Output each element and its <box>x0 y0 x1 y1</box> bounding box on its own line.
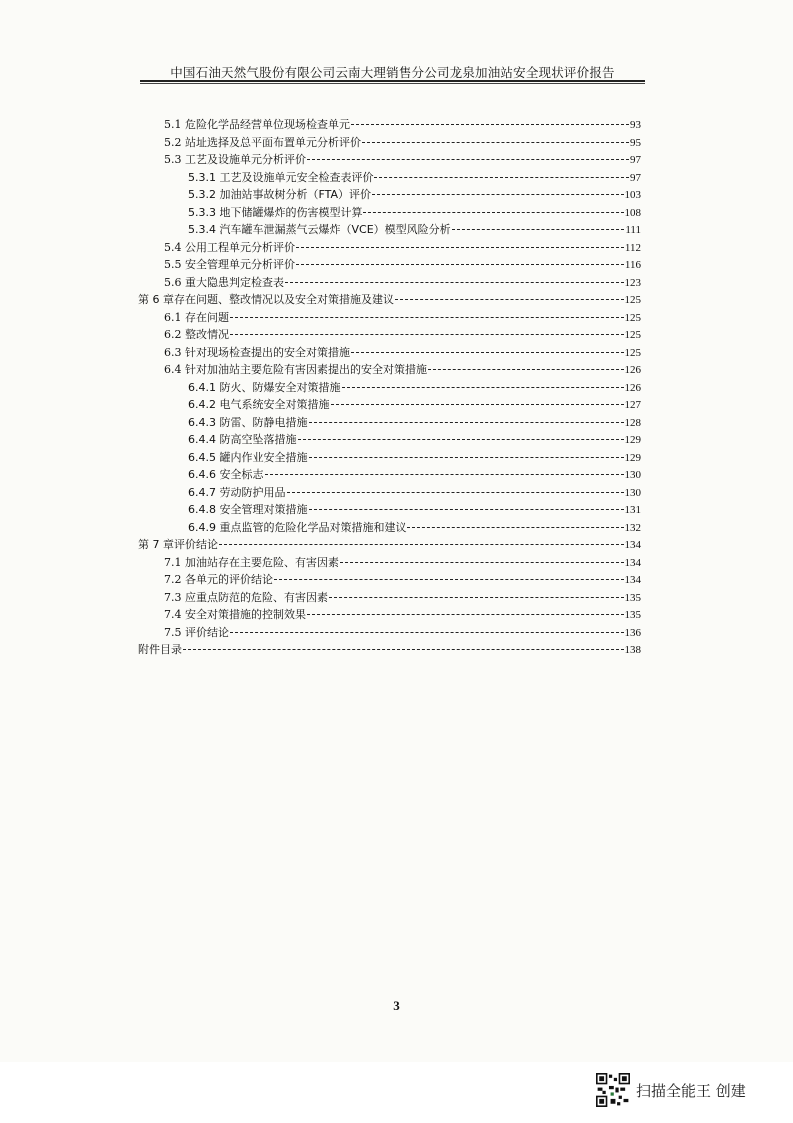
toc-entry-title: 第 7 章评价结论 <box>138 538 218 551</box>
toc-entry-page: 129 <box>624 451 641 464</box>
toc-leader-dots <box>298 439 624 440</box>
toc-entry-page: 135 <box>624 609 641 621</box>
toc-entry[interactable] <box>164 589 641 606</box>
toc-entry-title: 5.3.1 工艺及设施单元安全检查表评价 <box>188 170 374 184</box>
page-header: 中国石油天然气股份有限公司云南大理销售分公司龙泉加油站安全现状评价报告 <box>170 65 615 80</box>
toc-entry-title: 7.2 各单元的评价结论 <box>164 573 273 586</box>
toc-leader-dots <box>183 649 624 650</box>
page-number: 3 <box>393 998 400 1013</box>
toc-leader-dots <box>265 474 624 475</box>
toc-entry-page: 111 <box>625 224 641 236</box>
toc-leader-dots <box>230 334 624 335</box>
toc-entry-title: 5.3.2 加油站事故树分析（FTA）评价 <box>188 188 372 201</box>
toc-leader-dots <box>329 597 624 598</box>
toc-entry-title: 6.4.7 劳动防护用品 <box>188 485 286 499</box>
toc-entry-title: 6.4.6 安全标志 <box>188 468 264 481</box>
toc-entry[interactable] <box>188 221 641 238</box>
toc-entry[interactable] <box>188 501 641 518</box>
toc-leader-dots <box>309 509 624 510</box>
toc-entry[interactable] <box>188 519 641 536</box>
toc-entry-page: 103 <box>624 189 641 201</box>
toc-entry-page: 125 <box>624 329 641 341</box>
toc-entry-page: 130 <box>624 469 641 481</box>
toc-leader-dots <box>395 299 624 300</box>
toc-leader-dots <box>296 247 624 248</box>
toc-entry-page: 136 <box>624 626 641 639</box>
toc-leader-dots <box>230 632 624 633</box>
toc-entry-title: 附件目录 <box>138 643 182 656</box>
toc-entry-page: 125 <box>624 346 641 359</box>
toc-entry-title: 6.1 存在问题 <box>164 310 229 324</box>
toc-entry-title: 6.4.3 防雷、防静电措施 <box>188 415 308 429</box>
toc-entry-title: 6.4.4 防高空坠落措施 <box>188 433 297 446</box>
toc-entry[interactable] <box>188 431 641 448</box>
toc-entry[interactable] <box>188 414 641 431</box>
toc-entry[interactable] <box>188 466 641 483</box>
toc-leader-dots <box>307 159 629 160</box>
toc-entry-title: 6.2 整改情况 <box>164 328 229 341</box>
header-rule-secondary <box>140 83 645 84</box>
toc-entry-title: 7.4 安全对策措施的控制效果 <box>164 608 306 621</box>
toc-entry-title: 5.5 安全管理单元分析评价 <box>164 258 295 271</box>
toc-entry-title: 7.3 应重点防范的危险、有害因素 <box>164 590 328 604</box>
toc-leader-dots <box>285 282 624 283</box>
toc-leader-dots <box>274 579 624 580</box>
toc-leader-dots <box>428 369 624 370</box>
qr-code-icon <box>596 1073 630 1107</box>
toc-entry-title: 6.4 针对加油站主要危险有害因素提出的安全对策措施 <box>164 363 427 376</box>
toc-entry-page: 134 <box>624 556 641 569</box>
toc-leader-dots <box>372 194 623 195</box>
toc-entry[interactable] <box>164 624 641 641</box>
toc-leader-dots <box>407 527 623 528</box>
toc-entry-title: 5.4 公用工程单元分析评价 <box>164 240 295 254</box>
toc-leader-dots <box>363 212 623 213</box>
toc-entry-page: 116 <box>624 259 641 271</box>
toc-leader-dots <box>287 492 624 493</box>
toc-entry-title: 6.3 针对现场检查提出的安全对策措施 <box>164 345 350 359</box>
toc-entry-page: 127 <box>624 399 641 411</box>
toc-entry-title: 5.1 危险化学品经营单位现场检查单元 <box>164 118 350 131</box>
toc-leader-dots <box>296 264 624 265</box>
toc-entry-title: 5.6 重大隐患判定检查表 <box>164 275 284 289</box>
toc-entry-title: 7.5 评价结论 <box>164 625 229 639</box>
toc-leader-dots <box>362 142 629 143</box>
toc-entry-page: 128 <box>624 416 641 429</box>
toc-leader-dots <box>452 229 625 230</box>
toc-entry[interactable] <box>164 344 641 361</box>
toc-entry[interactable] <box>188 379 641 396</box>
toc-entry[interactable] <box>164 256 641 273</box>
toc-entry[interactable] <box>188 484 641 501</box>
header-rule <box>140 80 645 82</box>
toc-leader-dots <box>351 352 624 353</box>
toc-entry[interactable] <box>188 396 641 413</box>
toc-entry[interactable] <box>164 554 641 571</box>
toc-entry[interactable] <box>164 134 641 151</box>
toc-entry-page: 134 <box>624 539 641 551</box>
toc-entry-page: 130 <box>624 486 641 499</box>
toc-entry[interactable] <box>188 449 641 466</box>
toc-entry[interactable] <box>164 239 641 256</box>
toc-entry-page: 138 <box>624 644 641 656</box>
toc-leader-dots <box>309 457 624 458</box>
toc-entry-page: 97 <box>630 154 641 166</box>
toc-leader-dots <box>219 544 624 545</box>
toc-leader-dots <box>374 177 629 178</box>
toc-entry[interactable] <box>164 606 641 623</box>
toc-entry-page: 135 <box>624 591 641 604</box>
toc-entry-page: 125 <box>624 294 641 306</box>
toc-entry-title: 5.2 站址选择及总平面布置单元分析评价 <box>164 135 361 149</box>
toc-leader-dots <box>342 387 624 388</box>
toc-entry-page: 131 <box>624 504 641 516</box>
toc-entry-page: 97 <box>630 171 641 184</box>
toc-entry-title: 7.1 加油站存在主要危险、有害因素 <box>164 555 339 569</box>
toc-entry[interactable] <box>138 641 641 658</box>
toc-entry[interactable] <box>188 204 641 221</box>
scanner-watermark <box>596 1072 746 1108</box>
toc-entry-page: 108 <box>624 206 641 219</box>
toc-entry[interactable] <box>188 186 641 203</box>
toc-entry[interactable] <box>138 536 641 553</box>
toc-entry-title: 6.4.8 安全管理对策措施 <box>188 503 308 516</box>
toc-leader-dots <box>351 124 629 125</box>
toc-leader-dots <box>309 422 624 423</box>
toc-entry[interactable] <box>164 571 641 588</box>
toc-entry[interactable] <box>164 309 641 326</box>
toc-leader-dots <box>331 404 624 405</box>
toc-entry-title: 5.3 工艺及设施单元分析评价 <box>164 153 306 166</box>
toc-leader-dots <box>340 562 624 563</box>
toc-entry[interactable] <box>164 361 641 378</box>
toc-entry-page: 125 <box>624 311 641 324</box>
toc-entry-title: 6.4.2 电气系统安全对策措施 <box>188 398 330 411</box>
watermark-text: 扫描全能王 创建 <box>636 1081 746 1100</box>
toc-entry-page: 132 <box>624 521 641 534</box>
toc-entry[interactable] <box>188 169 641 186</box>
toc-entry[interactable] <box>138 291 641 308</box>
toc-entry-title: 6.4.9 重点监管的危险化学品对策措施和建议 <box>188 520 407 534</box>
toc-entry[interactable] <box>164 326 641 343</box>
toc-entry-page: 134 <box>624 574 641 586</box>
toc-entry-page: 129 <box>624 434 641 446</box>
toc-entry-page: 112 <box>624 241 641 254</box>
toc-leader-dots <box>230 317 624 318</box>
toc-entry-title: 5.3.3 地下储罐爆炸的伤害模型计算 <box>188 205 363 219</box>
toc-entry[interactable] <box>164 116 641 133</box>
toc-entry-title: 6.4.1 防火、防爆安全对策措施 <box>188 380 341 394</box>
toc-entry-title: 5.3.4 汽车罐车泄漏蒸气云爆炸（VCE）模型风险分析 <box>188 223 451 236</box>
toc-leader-dots <box>307 614 624 615</box>
toc-entry[interactable] <box>164 274 641 291</box>
toc-entry-page: 95 <box>630 136 641 149</box>
toc-entry-page: 126 <box>624 381 641 394</box>
toc-entry[interactable] <box>164 151 641 168</box>
toc-entry-title: 6.4.5 罐内作业安全措施 <box>188 450 308 464</box>
toc-entry-page: 93 <box>630 119 641 131</box>
toc-entry-page: 126 <box>624 364 641 376</box>
toc-entry-page: 123 <box>624 276 641 289</box>
toc-entry-title: 第 6 章存在问题、整改情况以及安全对策措施及建议 <box>138 293 394 306</box>
